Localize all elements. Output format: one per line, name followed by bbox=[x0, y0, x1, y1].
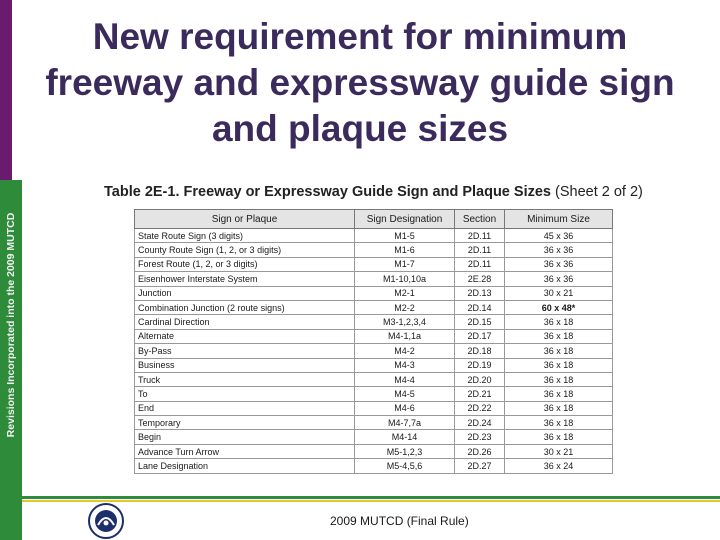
cell-section: 2D.23 bbox=[455, 430, 505, 444]
cell-sign-designation: M1-6 bbox=[355, 243, 455, 257]
cell-section: 2D.13 bbox=[455, 286, 505, 300]
table-row bbox=[135, 358, 613, 372]
table-row bbox=[135, 315, 613, 329]
table-row bbox=[135, 459, 613, 473]
cell-minimum-size: 36 x 36 bbox=[505, 257, 613, 271]
header-minimum-size: Minimum Size bbox=[505, 210, 613, 229]
cell-minimum-size: 60 x 48* bbox=[505, 300, 613, 314]
table-row bbox=[135, 401, 613, 415]
sign-size-table-wrap bbox=[134, 209, 612, 474]
cell-minimum-size: 45 x 36 bbox=[505, 229, 613, 243]
table-caption-sheet: (Sheet 2 of 2) bbox=[550, 184, 643, 200]
cell-sign-or-plaque: County Route Sign (1, 2, or 3 digits) bbox=[135, 243, 355, 257]
cell-section: 2D.14 bbox=[455, 300, 505, 314]
cell-sign-designation: M1-10,10a bbox=[355, 272, 455, 286]
cell-minimum-size: 36 x 36 bbox=[505, 272, 613, 286]
table-row bbox=[135, 444, 613, 458]
slide-title: New requirement for minimum freeway and expressway guide sign and plaque sizes bbox=[45, 16, 675, 149]
cell-sign-or-plaque: Combination Junction (2 route signs) bbox=[135, 300, 355, 314]
cell-sign-designation: M4-4 bbox=[355, 372, 455, 386]
cell-sign-designation: M4-14 bbox=[355, 430, 455, 444]
cell-sign-designation: M2-2 bbox=[355, 300, 455, 314]
cell-minimum-size: 30 x 21 bbox=[505, 444, 613, 458]
sign-size-table bbox=[134, 209, 613, 474]
cell-sign-designation: M4-3 bbox=[355, 358, 455, 372]
table-header-row bbox=[135, 210, 613, 229]
cell-section: 2D.27 bbox=[455, 459, 505, 473]
cell-minimum-size: 36 x 36 bbox=[505, 243, 613, 257]
table-caption bbox=[104, 184, 643, 200]
cell-sign-designation: M4-1,1a bbox=[355, 329, 455, 343]
table-row bbox=[135, 243, 613, 257]
cell-section: 2D.21 bbox=[455, 387, 505, 401]
cell-minimum-size: 36 x 18 bbox=[505, 372, 613, 386]
cell-sign-or-plaque: Forest Route (1, 2, or 3 digits) bbox=[135, 257, 355, 271]
table-row bbox=[135, 329, 613, 343]
cell-section: 2D.20 bbox=[455, 372, 505, 386]
cell-sign-or-plaque: By-Pass bbox=[135, 344, 355, 358]
table-row bbox=[135, 300, 613, 314]
table-row bbox=[135, 416, 613, 430]
cell-section: 2D.17 bbox=[455, 329, 505, 343]
cell-section: 2E.28 bbox=[455, 272, 505, 286]
cell-sign-or-plaque: Eisenhower Interstate System bbox=[135, 272, 355, 286]
cell-section: 2D.18 bbox=[455, 344, 505, 358]
table-row bbox=[135, 272, 613, 286]
cell-sign-or-plaque: Advance Turn Arrow bbox=[135, 444, 355, 458]
cell-section: 2D.24 bbox=[455, 416, 505, 430]
cell-sign-designation: M4-2 bbox=[355, 344, 455, 358]
cell-minimum-size: 36 x 18 bbox=[505, 315, 613, 329]
cell-sign-or-plaque: Temporary bbox=[135, 416, 355, 430]
cell-section: 2D.26 bbox=[455, 444, 505, 458]
table-row bbox=[135, 257, 613, 271]
table-caption-main: Table 2E-1. Freeway or Expressway Guide Sign and Plaque Sizes bbox=[104, 184, 551, 200]
cell-sign-or-plaque: Junction bbox=[135, 286, 355, 300]
cell-section: 2D.22 bbox=[455, 401, 505, 415]
cell-sign-designation: M2-1 bbox=[355, 286, 455, 300]
sidebar-label: Revisions Incorporated into the 2009 MUTCD bbox=[5, 212, 17, 438]
table-row bbox=[135, 372, 613, 386]
header-sign-or-plaque: Sign or Plaque bbox=[135, 210, 355, 229]
cell-sign-designation: M3-1,2,3,4 bbox=[355, 315, 455, 329]
cell-sign-or-plaque: State Route Sign (3 digits) bbox=[135, 229, 355, 243]
cell-sign-or-plaque: Lane Designation bbox=[135, 459, 355, 473]
cell-section: 2D.15 bbox=[455, 315, 505, 329]
cell-minimum-size: 30 x 21 bbox=[505, 286, 613, 300]
cell-minimum-size: 36 x 18 bbox=[505, 401, 613, 415]
table-row bbox=[135, 430, 613, 444]
dot-seal-icon bbox=[88, 503, 124, 539]
table-row bbox=[135, 344, 613, 358]
cell-section: 2D.11 bbox=[455, 229, 505, 243]
cell-minimum-size: 36 x 18 bbox=[505, 344, 613, 358]
cell-sign-or-plaque: Begin bbox=[135, 430, 355, 444]
sidebar-top-bar bbox=[0, 0, 12, 180]
cell-sign-or-plaque: To bbox=[135, 387, 355, 401]
cell-minimum-size: 36 x 18 bbox=[505, 358, 613, 372]
cell-section: 2D.19 bbox=[455, 358, 505, 372]
footer-rule-green bbox=[22, 496, 720, 499]
cell-sign-designation: M5-1,2,3 bbox=[355, 444, 455, 458]
cell-sign-designation: M4-5 bbox=[355, 387, 455, 401]
cell-section: 2D.11 bbox=[455, 243, 505, 257]
cell-minimum-size: 36 x 18 bbox=[505, 387, 613, 401]
cell-sign-designation: M1-7 bbox=[355, 257, 455, 271]
cell-sign-or-plaque: Alternate bbox=[135, 329, 355, 343]
table-row bbox=[135, 286, 613, 300]
sidebar-label-wrap bbox=[0, 180, 22, 470]
footer-text: 2009 MUTCD (Final Rule) bbox=[330, 514, 469, 528]
header-sign-designation: Sign Designation bbox=[355, 210, 455, 229]
table-body bbox=[135, 229, 613, 474]
cell-section: 2D.11 bbox=[455, 257, 505, 271]
header-section: Section bbox=[455, 210, 505, 229]
cell-sign-or-plaque: Business bbox=[135, 358, 355, 372]
cell-minimum-size: 36 x 24 bbox=[505, 459, 613, 473]
table-row bbox=[135, 387, 613, 401]
footer-rule-yellow bbox=[22, 500, 720, 502]
cell-sign-or-plaque: End bbox=[135, 401, 355, 415]
cell-minimum-size: 36 x 18 bbox=[505, 329, 613, 343]
cell-minimum-size: 36 x 18 bbox=[505, 416, 613, 430]
cell-sign-designation: M4-7,7a bbox=[355, 416, 455, 430]
cell-sign-designation: M4-6 bbox=[355, 401, 455, 415]
cell-sign-or-plaque: Cardinal Direction bbox=[135, 315, 355, 329]
table-row bbox=[135, 229, 613, 243]
cell-sign-designation: M1-5 bbox=[355, 229, 455, 243]
cell-minimum-size: 36 x 18 bbox=[505, 430, 613, 444]
cell-sign-or-plaque: Truck bbox=[135, 372, 355, 386]
cell-sign-designation: M5-4,5,6 bbox=[355, 459, 455, 473]
